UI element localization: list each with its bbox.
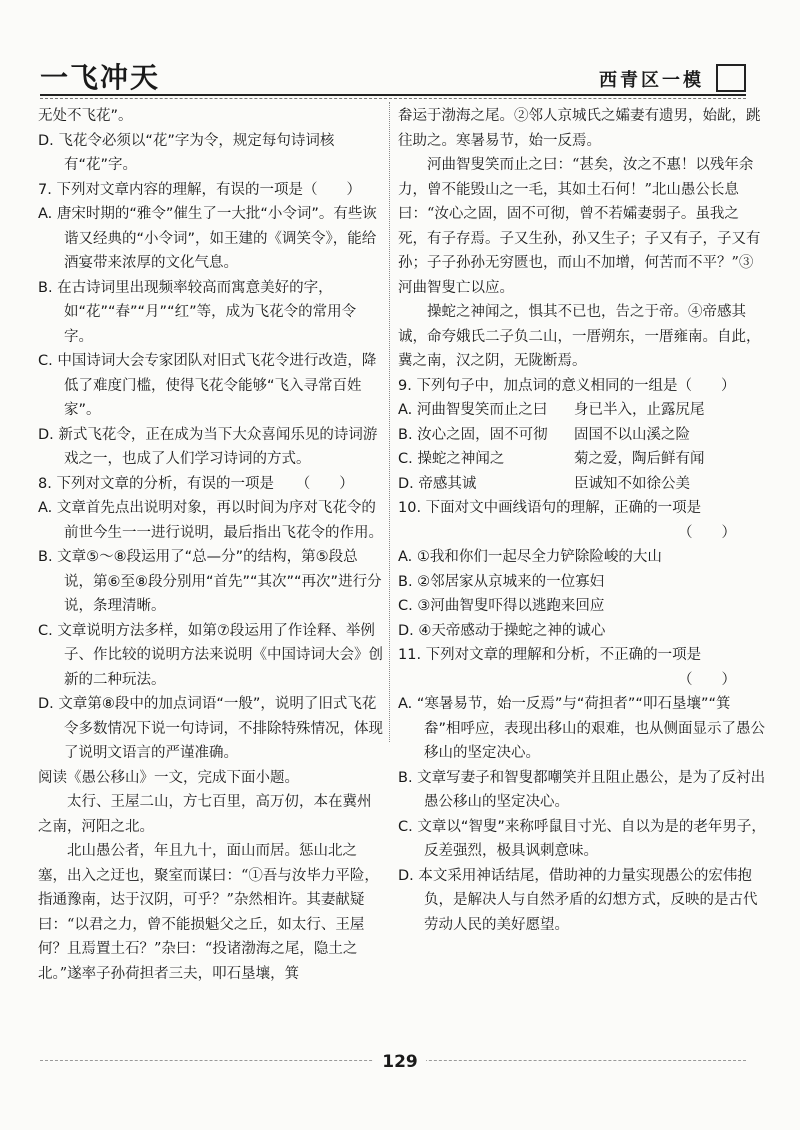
option-right: 身已半入，止露尻尾 bbox=[574, 402, 705, 418]
exam-region-label: 西青区一模 bbox=[599, 70, 704, 91]
question-stem: 阅读《愚公移山》一文，完成下面小题。 bbox=[38, 769, 299, 786]
answer-option: D. 飞花令必须以“花”字为令，规定每句诗词核有“花”字。 bbox=[38, 132, 335, 173]
header-box-icon bbox=[716, 64, 746, 92]
text-paragraph: 北山愚公者，年且九十，面山而居。惩山北之塞，出入之迂也，聚室而谋曰：“①吾与汝毕力平险，指通豫南，达于汉阴，可乎？”杂然相许。其妻献疑曰：“以君之力，曾不能损魁父之丘，如太行、王屋何？且焉置土石？”杂曰：“投诸渤海之尾，隐土之北。”遂率子孙荷担者三夫，叩石垦壤，箕 bbox=[38, 843, 379, 982]
answer-option: D. ④天帝感动于操蛇之神的诚心 bbox=[398, 622, 606, 639]
answer-option: A. ①我和你们一起尽全力铲除险峻的大山 bbox=[398, 549, 662, 565]
text-paragraph: 无处不飞花”。 bbox=[38, 108, 133, 124]
question-stem: 11. 下列对文章的理解和分析，不正确的一项是 bbox=[398, 647, 702, 663]
option-left: A. 河曲智叟笑而止之曰 bbox=[398, 402, 548, 418]
question-stem: 10. 下面对文中画线语句的理解，正确的一项是 bbox=[398, 500, 702, 516]
option-left: C. 操蛇之神闻之 bbox=[398, 451, 505, 467]
option-right: 臣诚知不如徐公美 bbox=[574, 475, 690, 492]
option-pair bbox=[398, 472, 766, 497]
answer-option: C. 文章说明方法多样，如第⑦段运用了作诠释、举例子、作比较的说明方法来说明《中国诗词大会》创新的二种玩法。 bbox=[38, 622, 383, 688]
answer-option: D. 本文采用神话结尾，借助神的力量实现愚公的宏伟抱负，是解决人与自然矛盾的幻想方式，反映的是古代劳动人民的美好愿望。 bbox=[398, 867, 758, 933]
question-stem: 7. 下列对文章内容的理解，有误的一项是（ ） bbox=[38, 181, 361, 198]
option-left: D. 帝感其诚 bbox=[398, 475, 477, 492]
text-paragraph: （ ） bbox=[678, 671, 736, 688]
answer-option: B. ②邻居家从京城来的一位寡妇 bbox=[398, 573, 605, 590]
answer-option: B. 文章写妻子和智叟都嘲笑并且阻止愚公，是为了反衬出愚公移山的坚定决心。 bbox=[398, 769, 766, 810]
answer-option: D. 新式飞花令，正在成为当下大众喜闻乐见的诗词游戏之一，也成了人们学习诗词的方式。 bbox=[38, 426, 378, 467]
left-column bbox=[38, 104, 384, 986]
text-paragraph: 畚运于渤海之尾。②邻人京城氏之孀妻有遗男，始龀，跳往助之。寒暑易节，始一反焉。 bbox=[398, 108, 761, 149]
header-rule-dashed bbox=[40, 98, 746, 99]
text-paragraph: 操蛇之神闻之，惧其不已也，告之于帝。④帝感其诚，命夸娥氏二子负二山，一厝朔东，一厝雍南。自此，冀之南，汉之阴，无陇断焉。 bbox=[398, 304, 761, 369]
option-right: 菊之爱，陶后鲜有闻 bbox=[574, 451, 705, 467]
question-stem: 9. 下列句子中，加点词的意义相同的一组是（ ） bbox=[398, 377, 736, 394]
answer-option: C. 中国诗词大会专家团队对旧式飞花令进行改造，降低了难度门槛，使得飞花令能够“飞入寻常百姓家”。 bbox=[38, 353, 377, 418]
answer-option: C. 文章以“智叟”来称呼鼠目寸光、自以为是的老年男子，反差强烈，极具讽刺意味。 bbox=[398, 818, 766, 859]
answer-option: A. 文章首先点出说明对象，再以时间为序对飞花令的前世今生一一进行说明，最后指出飞花令的作用。 bbox=[38, 500, 383, 541]
text-paragraph: 河曲智叟笑而止之曰：“甚矣，汝之不惠！以残年余力，曾不能毁山之一毛，其如土石何！”北山愚公长息曰：“汝心之固，固不可彻，曾不若孀妻弱子。虽我之死，有子存焉。子又生孙，孙又生子；子又有子，子又有孙；子子孙孙无穷匮也，而山不加增，何苦而不平？”③河曲智叟亡以应。 bbox=[398, 157, 761, 296]
page-header bbox=[0, 50, 800, 100]
option-pair bbox=[398, 423, 766, 448]
text-paragraph: （ ） bbox=[678, 524, 736, 541]
answer-option: A. 唐宋时期的“雅令”催生了一大批“小令词”。有些诙谐又经典的“小令词”，如王建的《调笑令》，能给酒宴带来浓厚的文化气息。 bbox=[38, 206, 377, 271]
option-right: 固国不以山溪之险 bbox=[574, 426, 690, 443]
right-column bbox=[398, 104, 766, 937]
answer-option: B. 在古诗词里出现频率较高而寓意美好的字，如“花”“春”“月”“红”等，成为飞花令的常用令字。 bbox=[38, 279, 357, 345]
column-divider bbox=[389, 102, 390, 742]
option-pair bbox=[398, 398, 766, 423]
question-stem: 8. 下列对文章的分析，有误的一项是 （ ） bbox=[38, 475, 354, 492]
text-paragraph: 太行、王屋二山，方七百里，高万仞，本在冀州之南，河阳之北。 bbox=[38, 794, 372, 835]
answer-option: B. 文章⑤～⑧段运用了“总—分”的结构，第⑤段总说，第⑥至⑧段分别用“首先”“其次”“再次”进行分说，条理清晰。 bbox=[38, 549, 382, 614]
brand-logo: 一飞冲天 bbox=[40, 61, 161, 94]
answer-option: C. ③河曲智叟吓得以逃跑来回应 bbox=[398, 598, 605, 614]
answer-option: A. “寒暑易节，始一反焉”与“荷担者”“叩石垦壤”“箕畚”相呼应，表现出移山的艰难，也从侧面显示了愚公移山的坚定决心。 bbox=[398, 696, 766, 761]
header-rule bbox=[40, 94, 746, 96]
option-left: B. 汝心之固，固不可彻 bbox=[398, 426, 548, 443]
answer-option: D. 文章第⑧段中的加点词语“一般”，说明了旧式飞花令多数情况下说一句诗词，不排除特殊情况，体现了说明文语言的严谨准确。 bbox=[38, 696, 383, 761]
page-number: 129 bbox=[0, 1052, 800, 1072]
option-pair bbox=[398, 447, 766, 472]
